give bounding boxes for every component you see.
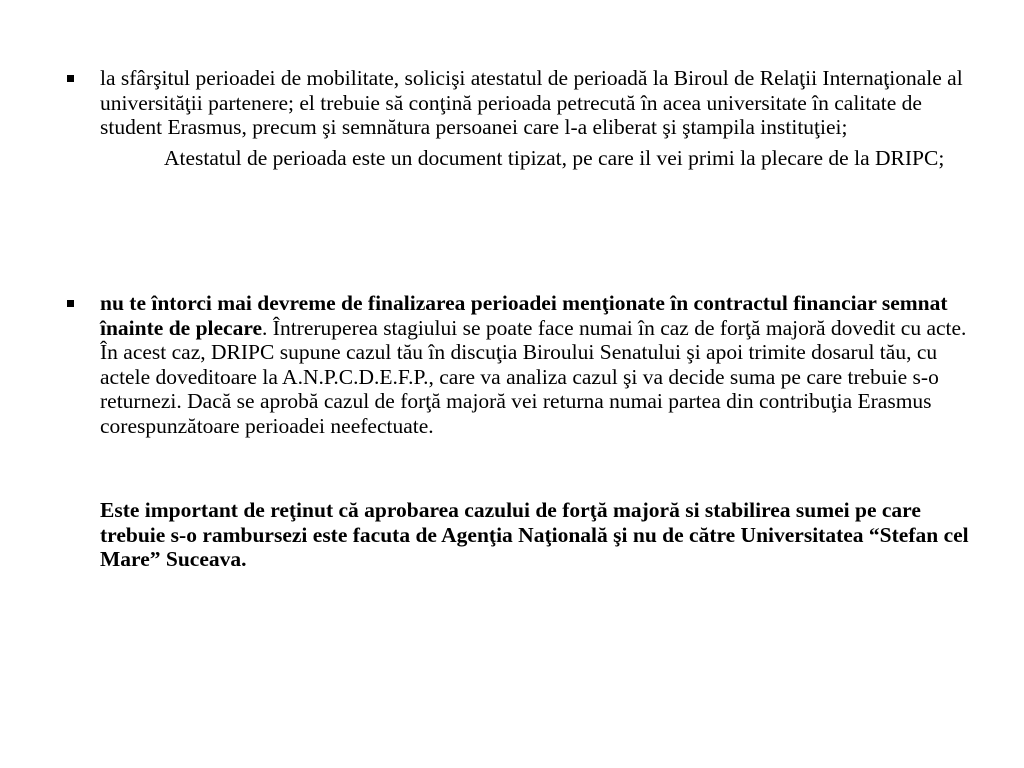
certificate-note: Atestatul de perioada este un document tipizat, pe care il vei primi la plecare de la DRIPC;: [164, 145, 945, 170]
square-bullet-icon: [67, 75, 74, 82]
bullet-body: . Întreruperea stagiului se poate face numai în caz de forţă majoră dovedit cu acte. În acest caz, DRIPC supune cazul tău în discuţia Biroului Senatului şi apoi trimite dosarul tău, cu actele doveditoare la A.N.P.C.D.E.F.P., care va analiza cazul şi va decide suma pe care trebuie s-o returnezi. Dacă se aprobă cazul de forţă majoră vei returna numai partea din contribuţia Erasmus corespunzătoare perioadei neefectuate.: [100, 315, 967, 438]
bullet-text: [100, 291, 980, 438]
bullet-item-return-certificate: [100, 66, 980, 170]
bullet-text: la sfârşitul perioadei de mobilitate, solicişi atestatul de perioadă la Biroul de Relaţii Internaţionale al universităţii partenere; el trebuie să conţină perioada petrecută în acea universitate în calitate de student Erasmus, precum şi semnătura persoanei care l-a eliberat şi ştampila instituţiei;: [100, 66, 963, 139]
bullet-bold-lead: nu te întorci mai devreme de finalizarea perioadei menţionate în contractul financiar semnat înainte de plecare: [100, 291, 948, 340]
square-bullet-icon: [67, 300, 74, 307]
important-note: Este important de reţinut că aprobarea cazului de forţă majoră si stabilirea sumei pe care trebuie s-o rambursezi este facuta de Agenţia Naţională şi nu de către Universitatea “Stefan cel Mare” Suceava.: [100, 498, 969, 571]
bullet-item-early-return: [100, 291, 980, 438]
